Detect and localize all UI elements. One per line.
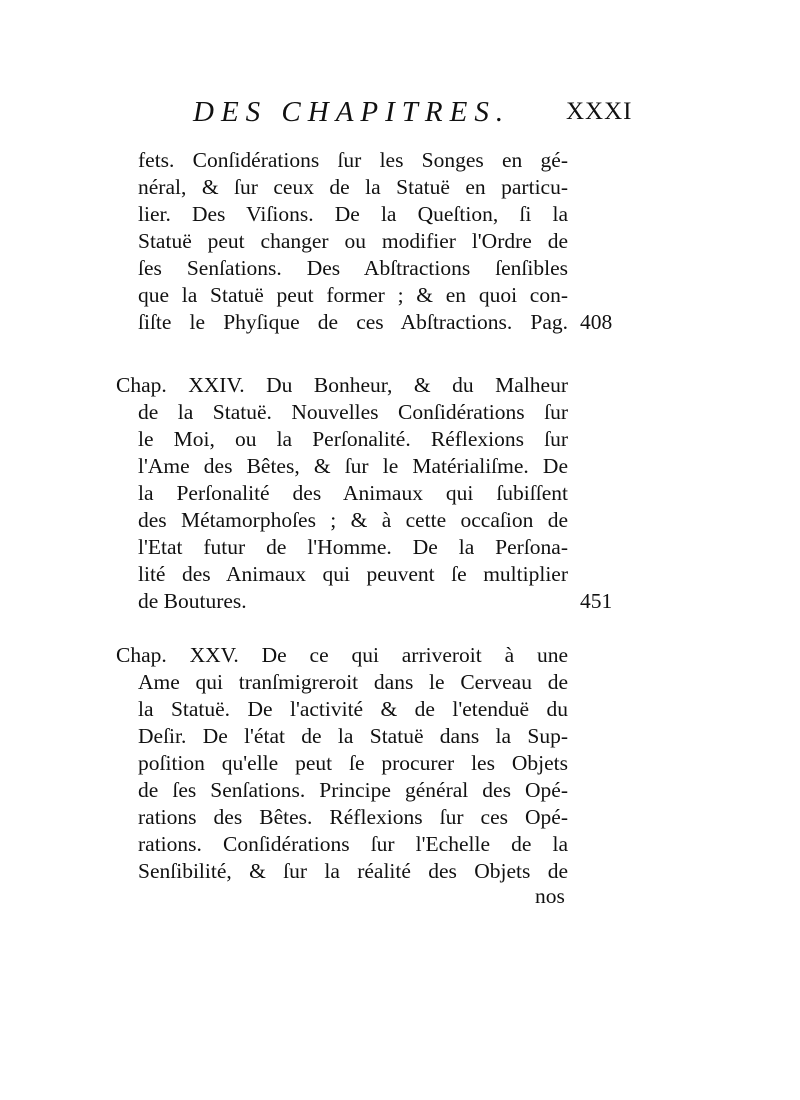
text-line: rations des Bêtes. Réflexions ſur ces Opé-	[138, 805, 568, 829]
text-line: fets. Conſidérations ſur les Songes en gé-	[138, 148, 568, 172]
chapter-heading-line: Chap. XXV. De ce qui arriveroit à une	[116, 643, 568, 667]
text-line: Senſibilité, & ſur la réalité des Objets de	[138, 859, 568, 883]
text-line: que la Statuë peut former ; & en quoi con-	[138, 283, 568, 307]
text-line: l'Ame des Bêtes, & ſur le Matérialiſme. De	[138, 454, 568, 478]
text-line: l'Etat futur de l'Homme. De la Perſona-	[138, 535, 568, 559]
running-header-title: DES CHAPITRES.	[193, 96, 511, 128]
text-line: Deſir. De l'état de la Statuë dans la Sup-	[138, 724, 568, 748]
text-line: Statuë peut changer ou modifier l'Ordre de	[138, 229, 568, 253]
text-line: de Boutures.	[138, 589, 247, 613]
text-line: ſiſte le Phyſique de ces Abſtractions. Pag.	[138, 310, 568, 334]
text-line: de ſes Senſations. Principe général des Opé-	[138, 778, 568, 802]
text-line: ſes Senſations. Des Abſtractions ſenſibles	[138, 256, 568, 280]
text-line: la Perſonalité des Animaux qui ſubiſſent	[138, 481, 568, 505]
text-line: néral, & ſur ceux de la Statuë en particu-	[138, 175, 568, 199]
text-line: Ame qui tranſmigreroit dans le Cerveau de	[138, 670, 568, 694]
catchword: nos	[535, 884, 565, 908]
text-line: des Métamorphoſes ; & à cette occaſion de	[138, 508, 568, 532]
page-reference: 408	[580, 310, 613, 334]
page-folio: XXXI	[566, 98, 633, 125]
text-line: le Moi, ou la Perſonalité. Réflexions ſur	[138, 427, 568, 451]
page-reference: 451	[580, 589, 613, 613]
text-line: la Statuë. De l'activité & de l'etenduë du	[138, 697, 568, 721]
chapter-heading-line: Chap. XXIV. Du Bonheur, & du Malheur	[116, 373, 568, 397]
text-line: lité des Animaux qui peuvent ſe multiplier	[138, 562, 568, 586]
text-line: lier. Des Viſions. De la Queſtion, ſi la	[138, 202, 568, 226]
text-line: poſition qu'elle peut ſe procurer les Objets	[138, 751, 568, 775]
text-line: rations. Conſidérations ſur l'Echelle de la	[138, 832, 568, 856]
text-line: de la Statuë. Nouvelles Conſidérations ſur	[138, 400, 568, 424]
